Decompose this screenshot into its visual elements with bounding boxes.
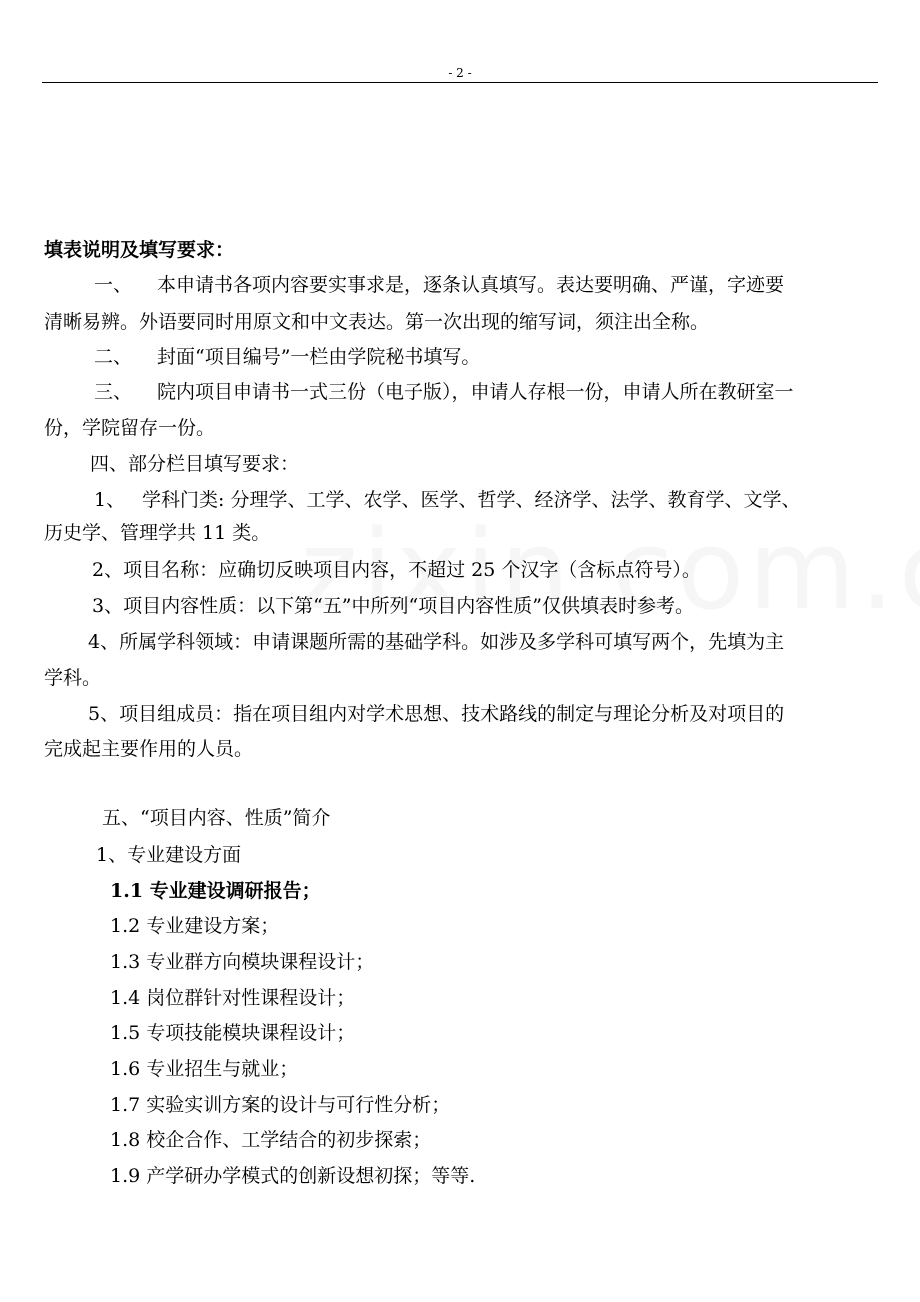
sub-2: 2、项目名称：应确切反映项目内容，不超过 25 个汉字（含标点符号）。 bbox=[92, 559, 701, 581]
category-1: 1、专业建设方面 bbox=[96, 844, 242, 866]
sub-1-line-1: 学科门类: 分理学、工学、农学、医学、哲学、经济学、法学、教育学、文学、 bbox=[142, 489, 801, 511]
section-5-title: 五、“项目内容、性质”简介 bbox=[102, 807, 331, 829]
list-item-1-2: 1.2 专业建设方案； bbox=[110, 915, 280, 937]
list-item-1-6: 1.6 专业招生与就业； bbox=[110, 1058, 299, 1080]
page-number: - 2 - bbox=[448, 66, 472, 80]
sub-5-line-2: 完成起主要作用的人员。 bbox=[44, 738, 254, 760]
sub-3: 3、项目内容性质：以下第“五”中所列“项目内容性质”仅供填表时参考。 bbox=[92, 595, 694, 617]
sub-1-line-2: 历史学、管理学共 11 类。 bbox=[44, 522, 271, 544]
item-3-line-2: 份，学院留存一份。 bbox=[44, 417, 216, 439]
list-item-1-3: 1.3 专业群方向模块课程设计； bbox=[110, 951, 375, 973]
item-1-line-1: 本申请书各项内容要实事求是，逐条认真填写。表达要明确、严谨，字迹要 bbox=[157, 274, 785, 296]
header-rule bbox=[42, 82, 878, 83]
item-4-text: 四、部分栏目填写要求： bbox=[90, 453, 300, 475]
item-2-text: 封面“项目编号”一栏由学院秘书填写。 bbox=[157, 346, 481, 368]
list-item-1-5: 1.5 专项技能模块课程设计； bbox=[110, 1022, 356, 1044]
sub-4-line-2: 学科。 bbox=[44, 667, 102, 689]
list-item-1-7: 1.7 实验实训方案的设计与可行性分析； bbox=[110, 1094, 451, 1116]
item-3-line-1: 院内项目申请书一式三份（电子版），申请人存根一份，申请人所在教研室一 bbox=[157, 381, 794, 403]
item-1-label: 一、 bbox=[94, 274, 133, 296]
sub-1-label: 1、 bbox=[94, 489, 126, 511]
item-1-line-2: 清晰易辨。外语要同时用原文和中文表达。第一次出现的缩写词，须注出全称。 bbox=[44, 311, 710, 333]
sub-4-line-1: 4、所属学科领域：申请课题所需的基础学科。如涉及多学科可填写两个，先填为主 bbox=[88, 631, 785, 653]
instructions-title: 填表说明及填写要求： bbox=[44, 239, 235, 261]
list-item-1-1: 1.1 专业建设调研报告； bbox=[110, 880, 321, 902]
item-3-label: 三、 bbox=[94, 381, 133, 403]
item-2-label: 二、 bbox=[94, 346, 133, 368]
list-item-1-8: 1.8 校企合作、工学结合的初步探索； bbox=[110, 1129, 432, 1151]
sub-5-line-1: 5、项目组成员：指在项目组内对学术思想、技术路线的制定与理论分析及对项目的 bbox=[88, 703, 785, 725]
list-item-1-4: 1.4 岗位群针对性课程设计； bbox=[110, 987, 356, 1009]
list-item-1-9: 1.9 产学研办学模式的创新设想初探；等等. bbox=[110, 1165, 476, 1187]
